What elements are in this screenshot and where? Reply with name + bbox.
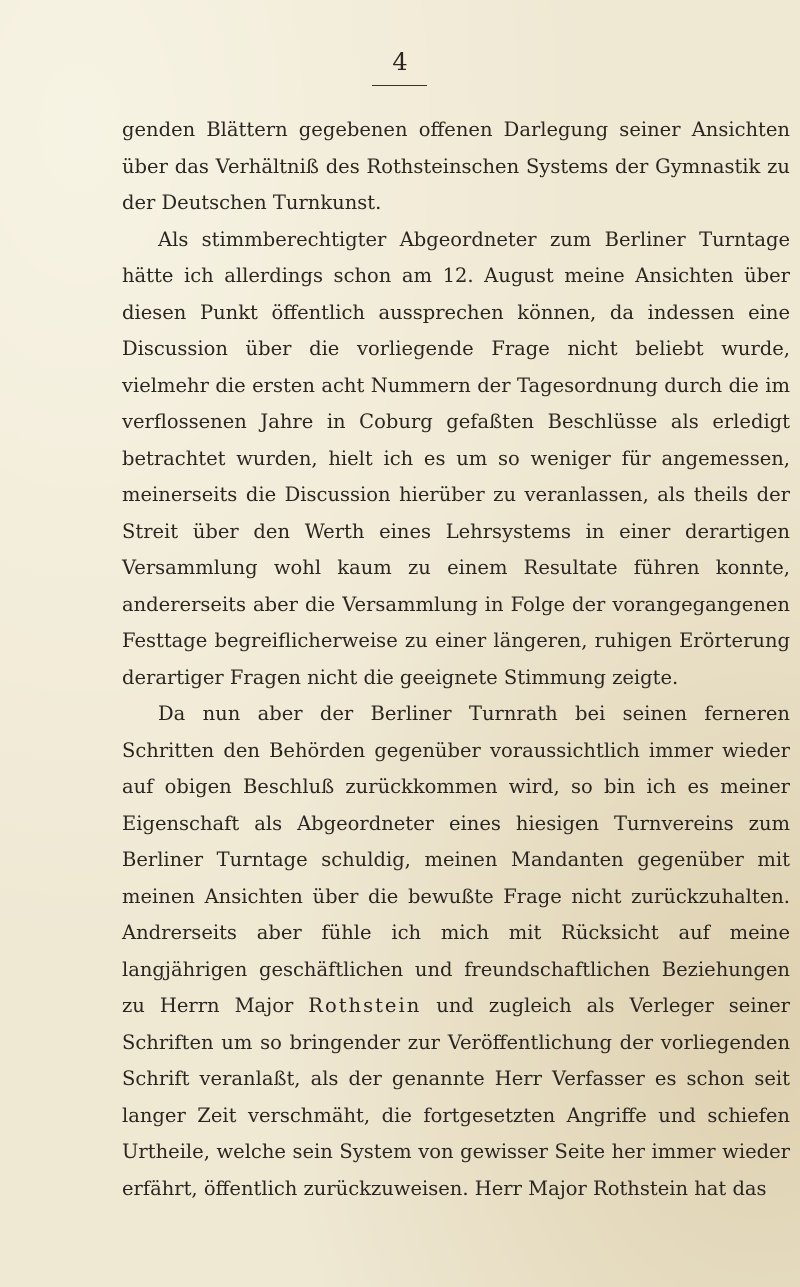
paragraph-3 <box>122 696 790 1207</box>
body-text <box>122 112 790 1207</box>
paragraph-3-part-2: und zugleich als Verleger seiner Schriften um so bringender zur Veröffentlichung der vorliegenden Schrift veranlaßt, als der genannte Herr Verfasser es schon seit langer Zeit verschmäht, die fortgesetzten Angriffe und schiefen Urtheile, welche sein System von gewisser Seite her immer wieder erfährt, öffentlich zurückzuweisen. Herr Major Rothstein hat das <box>122 994 790 1200</box>
paragraph-continuation: genden Blättern gegebenen offenen Darlegung seiner Ansichten über das Verhältniß des Rothsteinschen Systems der Gymnastik zu der Deutschen Turnkunst. <box>122 118 790 214</box>
header-rule <box>372 85 427 86</box>
paragraph-2: Als stimmberechtigter Abgeordneter zum Berliner Turntage hätte ich allerdings schon am 12. August meine Ansichten über diesen Punkt öffentlich aussprechen können, da indessen eine Discussion über die vorliegende Frage nicht beliebt wurde, vielmehr die ersten acht Nummern der Tagesordnung durch die im verflossenen Jahre in Coburg gefaßten Beschlüsse als erledigt betrachtet wurden, hielt ich es um so weniger für angemessen, meinerseits die Discussion hierüber zu veranlassen, als theils der Streit über den Werth eines Lehrsystems in einer derartigen Versammlung wohl kaum zu einem Resultate führen konnte, andererseits aber die Versammlung in Folge der vorangegangenen Festtage begreiflicherweise zu einer längeren, ruhigen Erörterung derartiger Fragen nicht die geeignete Stimmung zeigte. <box>122 227 790 689</box>
paragraph-3-part-1: Da nun aber der Berliner Turnrath bei seinen ferneren Schritten den Behörden gegenüber voraussichtlich immer wieder auf obigen Beschluß zurückkommen wird, so bin ich es meiner Eigenschaft als Abgeordneter eines hiesigen Turnvereins zum Berliner Turntage schuldig, meinen Mandanten gegenüber mit meinen Ansichten über die bewußte Frage nicht zurückzuhalten. Andrerseits aber fühle ich mich mit Rücksicht auf meine langjährigen geschäftlichen und freundschaftlichen Beziehungen zu Herrn Major <box>122 702 790 1017</box>
emphasized-name: Rothstein <box>308 994 422 1017</box>
page-number: 4 <box>392 48 408 76</box>
